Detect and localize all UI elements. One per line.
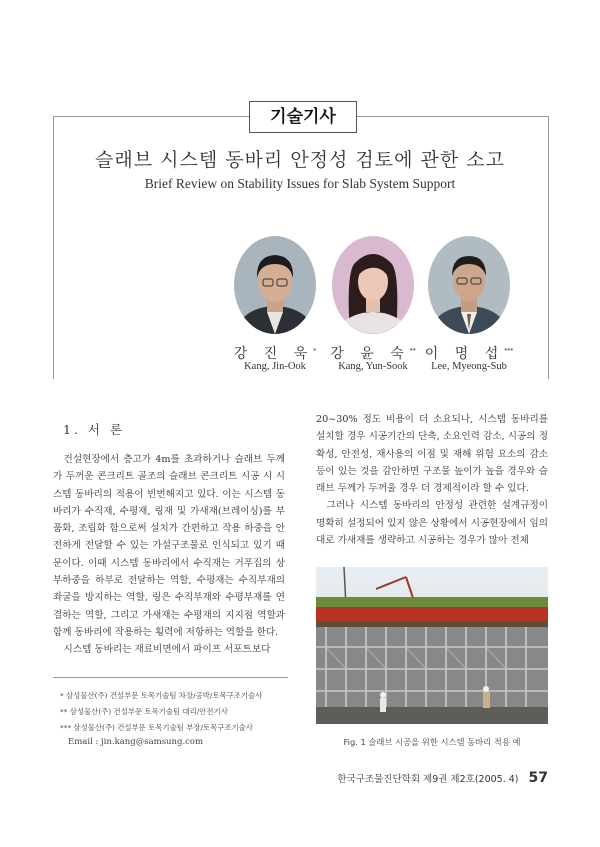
figure-caption: Fig. 1 슬래브 시공을 위한 시스템 동바리 적용 예: [343, 737, 521, 747]
author-photo-2: [332, 236, 414, 334]
author-name-ko-3: 이 명 섭***: [424, 346, 514, 362]
category-tag: 기술기사: [249, 101, 357, 133]
footnote-divider: [53, 677, 288, 678]
author-name-ko-1: 강 진 욱*: [233, 346, 317, 362]
page-number: 57: [528, 770, 548, 786]
author-photo-1: [234, 236, 316, 334]
article-title-english: Brief Review on Stability Issues for Slab System Support: [144, 176, 456, 191]
journal-info: 한국구조물진단학회 제9권 제2호(2005. 4): [337, 774, 519, 785]
figure-photo: [316, 567, 548, 724]
paragraph: 시스템 동바리는 재료비면에서 파이프 서포트보다: [63, 644, 271, 656]
author-photo-3: [428, 236, 510, 334]
footnote-3: *** 삼성물산(주) 건설부문 토목기술팀 부장/토목구조기술사: [60, 723, 253, 732]
author-name-ko-2: 강 윤 숙**: [330, 346, 416, 362]
author-name-en-3: Lee, Myeong-Sub: [431, 361, 507, 372]
author-name-en-2: Kang, Yun-Sook: [338, 361, 408, 372]
author-email: Email : jin.kang@samsung.com: [68, 737, 204, 747]
body-column-left: [53, 451, 285, 659]
footnote-1: * 삼성물산(주) 건설부문 토목기술팀 차장/공박/토목구조기술사: [60, 691, 263, 700]
body-column-right: [316, 411, 548, 549]
paragraph: 20~30% 정도 비용이 더 소요되나, 시스템 동바리를 설치할 경우 시공기간의 단축, 소요인력 감소, 시공의 정확성, 안전성, 재사용의 이점 및 재해 위험 요소의 감소 등이 있는 것을 감안하면 구조물 높이가 높을 경우와 슬래브 두께가 두꺼울 경우 더 경제적이라 할 수 있다.: [316, 414, 548, 495]
page-footer: [320, 770, 548, 786]
footnote-2: ** 삼성물산(주) 건설부문 토목기술팀 대리/안전기사: [60, 707, 228, 716]
paragraph: 건설현장에서 층고가 4m를 초과하거나 슬래브 두께가 두꺼운 콘크리트 골조의 슬래브 콘크리트 시공 시 시스템 동바리의 적용이 빈번해지고 있다. 이는 시스템 동바리가 수직재, 수평재, 링재 및 가새재(브레이싱)를 부품화, 조립화 함으로써 설치가 간편하고 작용 하중을 안전하게 전달할 수 있는 가설구조물로 인식되고 있기 때문이다. 이때 시스템 동바리에서 수직재는 거푸집의 상부하중을 하부로 전달하는 역할, 수평재는 수직부재의 좌굴을 방지하는 역할, 링은 수직부재와 수평부재를 연결하는 역할, 그리고 가새재는 수평재의 지지점 역할과 함께 동바리에 작용하는 횡력에 저항하는 역할을 한다.: [53, 454, 285, 638]
section-heading: 1. 서 론: [63, 422, 126, 437]
article-title-korean: 슬래브 시스템 동바리 안정성 검토에 관한 소고: [95, 149, 505, 171]
author-name-en-1: Kang, Jin-Ook: [244, 361, 306, 372]
paragraph: 그러나 시스템 동바리의 안정성 관련한 설계규정이 명확히 설정되어 있지 않은 상황에서 시공현장에서 임의대로 가새재를 생략하고 시공하는 경우가 많아 전체: [316, 500, 548, 547]
